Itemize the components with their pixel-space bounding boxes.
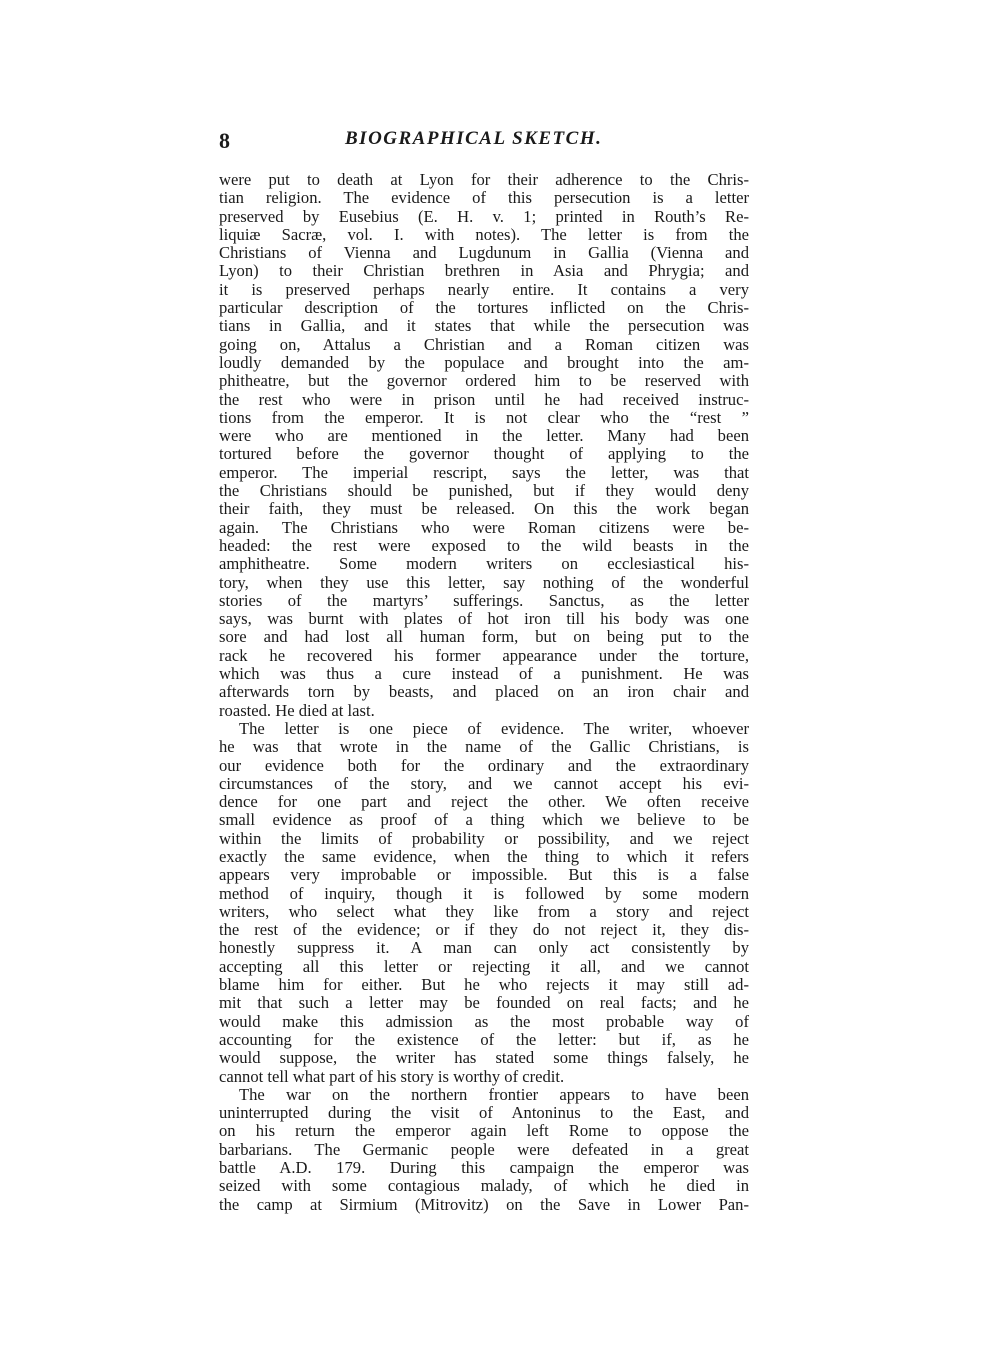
text-line: says, was burnt with plates of hot iron till his body was one — [219, 609, 749, 629]
page-number: 8 — [219, 128, 230, 153]
text-line: battle A.D. 179. During this campaign the emperor was — [219, 1158, 749, 1178]
text-line: blame him for either. But he who rejects it may still ad- — [219, 975, 749, 995]
text-line: The war on the northern frontier appears to have been — [239, 1084, 749, 1104]
text-line: tians in Gallia, and it states that while the persecution was — [219, 316, 749, 336]
text-line: accounting for the existence of the letter: but if, as he — [219, 1029, 749, 1049]
text-line: tions from the emperor. It is not clear who the “rest ” — [219, 407, 749, 427]
text-line: their faith, they must be released. On this the work began — [219, 499, 749, 519]
text-line: he was that wrote in the name of the Gallic Christians, is — [219, 737, 749, 757]
running-head: BIOGRAPHICAL SKETCH. — [345, 128, 603, 149]
text-line: Christians of Vienna and Lugdunum in Gallia (Vienna and — [219, 243, 749, 263]
text-line: going on, Attalus a Christian and a Roman citizen was — [219, 334, 749, 354]
text-line: small evidence as proof of a thing which we believe to be — [219, 810, 749, 830]
text-line: headed: the rest were exposed to the wild beasts in the — [219, 535, 749, 555]
text-line: tory, when they use this letter, say nothing of the wonderful — [219, 572, 749, 592]
text-line: the camp at Sirmium (Mitrovitz) on the Save in Lower Pan- — [219, 1194, 749, 1214]
text-line: rack he recovered his former appearance under the torture, — [219, 645, 749, 665]
text-line: exactly the same evidence, when the thing to which it refers — [219, 846, 749, 866]
text-line: uninterrupted during the visit of Antoninus to the East, and — [219, 1103, 749, 1123]
text-line: particular description of the tortures inflicted on the Chris- — [219, 298, 749, 318]
text-line: loudly demanded by the populace and brought into the am- — [219, 352, 749, 372]
text-line: tortured before the governor thought of applying to the — [219, 444, 749, 464]
text-line: the rest who were in prison until he had received instruc- — [219, 389, 749, 409]
text-line: would make this admission as the most probable way of — [219, 1011, 749, 1031]
text-line: seized with some contagious malady, of which he died in — [219, 1176, 749, 1196]
text-line: circumstances of the story, and we cannot accept his evi- — [219, 773, 749, 793]
text-line: accepting all this letter or rejecting it all, and we cannot — [219, 956, 749, 976]
page-header — [219, 128, 749, 158]
text-line: which was thus a cure instead of a punishment. He was — [219, 664, 749, 684]
text-line: writers, who select what they like from a story and reject — [219, 901, 749, 921]
text-line: stories of the martyrs’ sufferings. Sanctus, as the letter — [219, 590, 749, 610]
text-line: dence for one part and reject the other. We often receive — [219, 792, 749, 812]
text-line: Lyon) to their Christian brethren in Asia and Phrygia; and — [219, 261, 749, 281]
text-line: honestly suppress it. A man can only act consistently by — [219, 938, 749, 958]
text-line: it is preserved perhaps nearly entire. It contains a very — [219, 279, 749, 299]
text-line: tian religion. The evidence of this persecution is a letter — [219, 188, 749, 208]
text-line: were who are mentioned in the letter. Many had been — [219, 426, 749, 446]
text-line: would suppose, the writer has stated some things falsely, he — [219, 1048, 749, 1068]
text-line: within the limits of probability or possibility, and we reject — [219, 828, 749, 848]
text-line: barbarians. The Germanic people were defeated in a great — [219, 1139, 749, 1159]
text-line: appears very improbable or impossible. But this is a false — [219, 865, 749, 885]
text-line: method of inquiry, though it is followed by some modern — [219, 883, 749, 903]
text-line: roasted. He died at last. — [219, 700, 375, 720]
text-line: afterwards torn by beasts, and placed on an iron chair and — [219, 682, 749, 702]
text-line: phitheatre, but the governor ordered him to be reserved with — [219, 371, 749, 391]
text-line: cannot tell what part of his story is worthy of credit. — [219, 1066, 565, 1086]
body-text — [219, 171, 749, 1214]
text-line: mit that such a letter may be founded on real facts; and he — [219, 993, 749, 1013]
text-line: were put to death at Lyon for their adherence to the Chris- — [219, 170, 749, 189]
text-line: preserved by Eusebius (E. H. v. 1; printed in Routh’s Re- — [219, 206, 749, 226]
text-line: The letter is one piece of evidence. The writer, whoever — [239, 718, 749, 738]
text-line: liquiæ Sacræ, vol. I. with notes). The letter is from the — [219, 224, 749, 244]
text-line: on his return the emperor again left Rome to oppose the — [219, 1121, 749, 1141]
text-line: the Christians should be punished, but if they would deny — [219, 481, 749, 501]
text-line: the rest of the evidence; or if they do not reject it, they dis- — [219, 920, 749, 940]
text-line: again. The Christians who were Roman citizens were be- — [219, 517, 749, 537]
text-line: our evidence both for the ordinary and the extraordinary — [219, 755, 749, 775]
text-line: emperor. The imperial rescript, says the letter, was that — [219, 462, 749, 482]
text-line: amphitheatre. Some modern writers on ecclesiastical his- — [219, 554, 749, 574]
text-line: sore and had lost all human form, but on being put to the — [219, 627, 749, 647]
